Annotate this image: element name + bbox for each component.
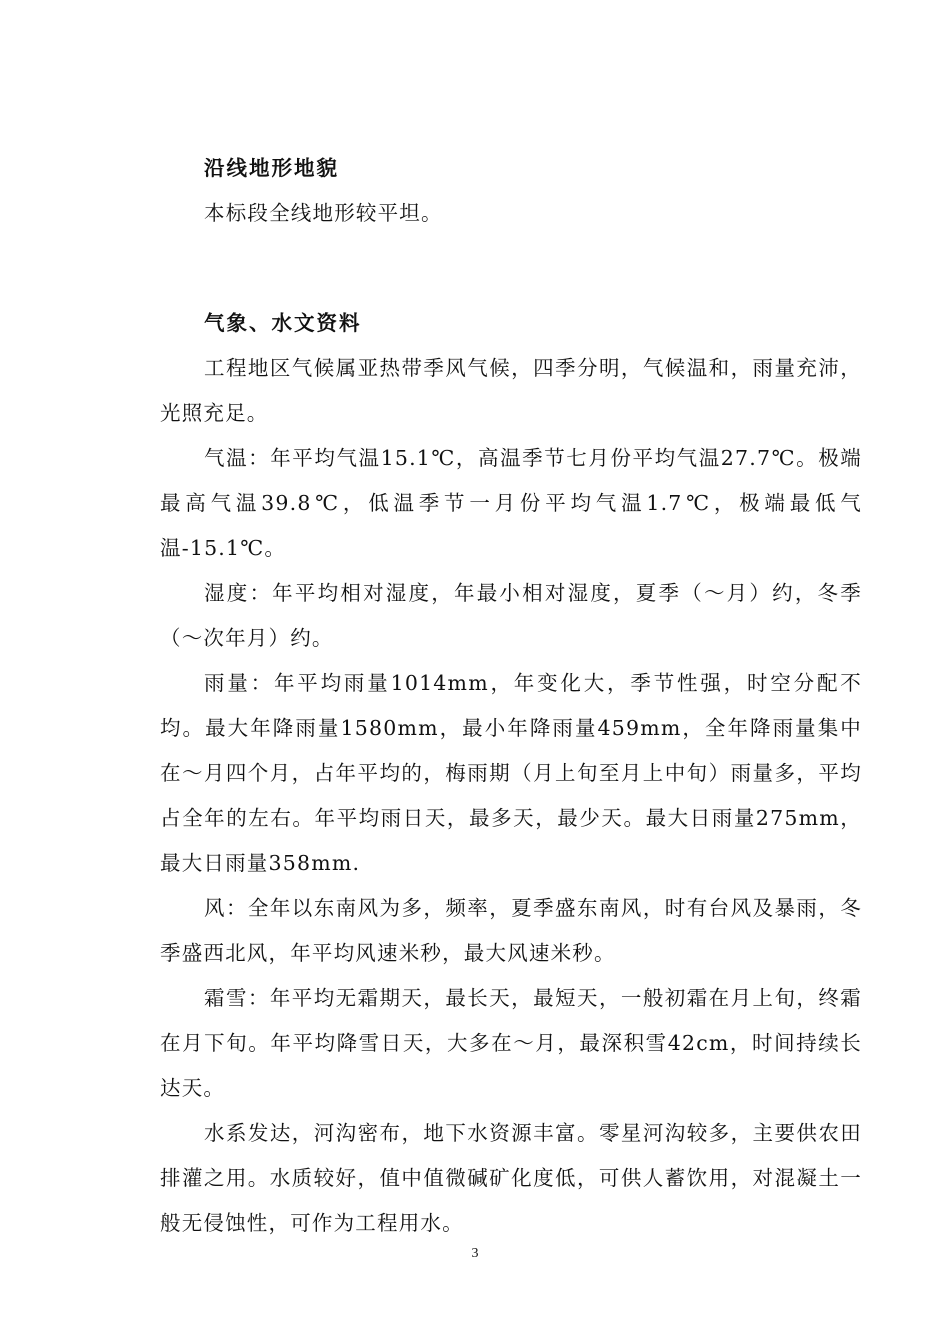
paragraph-terrain: 本标段全线地形较平坦。 (204, 201, 443, 225)
section-heading-climate: 气象、水文资料 (204, 311, 362, 335)
section-climate (160, 303, 862, 1246)
paragraph-rainfall: 雨量：年平均雨量1014mm，年变化大，季节性强，时空分配不均。最大年降雨量1580mm，最小年降雨量459mm，全年降雨量集中在～月四个月，占年平均的，梅雨期（月上旬至月上中旬）雨量多，平均占全年的左右。年平均雨日天，最多天，最少天。最大日雨量275mm，最大日雨量358mm. (160, 671, 862, 875)
paragraph-water-system: 水系发达，河沟密布，地下水资源丰富。零星河沟较多，主要供农田排灌之用。水质较好，值中值微碱矿化度低，可供人蓄饮用，对混凝土一般无侵蚀性，可作为工程用水。 (160, 1121, 862, 1235)
paragraph-wind: 风：全年以东南风为多，频率，夏季盛东南风，时有台风及暴雨，冬季盛西北风，年平均风速米秒，最大风速米秒。 (160, 896, 862, 965)
paragraph-temperature: 气温：年平均气温15.1℃，高温季节七月份平均气温27.7℃。极端最高气温39.8℃，低温季节一月份平均气温1.7℃，极端最低气温-15.1℃。 (160, 446, 862, 560)
section-heading-terrain: 沿线地形地貌 (204, 156, 339, 180)
page-content (160, 148, 862, 1246)
page-number: 3 (471, 1246, 479, 1261)
section-terrain (160, 148, 862, 236)
paragraph-humidity: 湿度：年平均相对湿度，年最小相对湿度，夏季（～月）约，冬季（～次年月）约。 (160, 581, 862, 650)
paragraph-climate-overview: 工程地区气候属亚热带季风气候，四季分明，气候温和，雨量充沛，光照充足。 (160, 356, 862, 425)
paragraph-frost-snow: 霜雪：年平均无霜期天，最长天，最短天，一般初霜在月上旬，终霜在月下旬。年平均降雪日天，大多在～月，最深积雪42cm，时间持续长达天。 (160, 986, 862, 1100)
